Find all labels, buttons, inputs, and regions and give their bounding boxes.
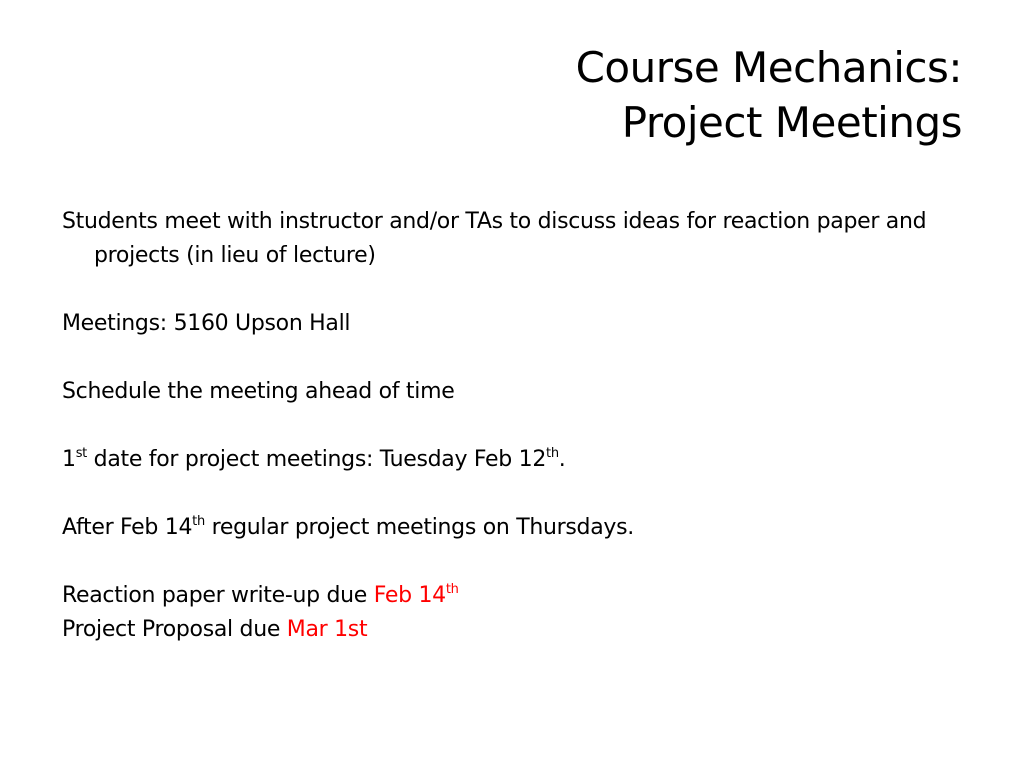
reaction-paper-due-date-suffix: th xyxy=(445,582,459,597)
first-date-number-suffix: st xyxy=(75,446,87,461)
schedule-note: Schedule the meeting ahead of time xyxy=(62,379,455,404)
reaction-paper-due-line xyxy=(62,579,1007,613)
after-date-text: regular project meetings on Thursdays. xyxy=(204,515,634,540)
reaction-paper-due-label: Reaction paper write-up due xyxy=(62,583,374,608)
project-proposal-due-label: Project Proposal due xyxy=(62,617,287,642)
slide-title-line-1: Course Mechanics: xyxy=(575,43,962,92)
first-date-number: 1 xyxy=(62,447,76,472)
slide-title-line-2: Project Meetings xyxy=(621,98,962,147)
slide-title xyxy=(202,40,962,150)
slide-body xyxy=(62,205,1007,647)
project-proposal-due-date: Mar 1st xyxy=(286,617,368,642)
first-date-end: . xyxy=(558,447,566,472)
after-date-line xyxy=(62,511,1007,545)
after-date-suffix: th xyxy=(192,514,205,529)
spacer xyxy=(62,273,1007,307)
first-date-day-suffix: th xyxy=(546,446,559,461)
spacer xyxy=(62,477,1007,511)
after-date-prefix: After Feb 14 xyxy=(62,515,193,540)
first-date-line xyxy=(62,443,1007,477)
reaction-paper-due-date: Feb 14 xyxy=(373,583,446,608)
spacer xyxy=(62,545,1007,579)
intro-paragraph: Students meet with instructor and/or TAs to discuss ideas for reaction paper and projects (in lieu of lecture) xyxy=(62,209,927,268)
first-date-text: date for project meetings: Tuesday Feb 12 xyxy=(86,447,547,472)
meetings-location: Meetings: 5160 Upson Hall xyxy=(62,311,351,336)
spacer xyxy=(62,409,1007,443)
project-proposal-due-line xyxy=(62,613,1007,647)
spacer xyxy=(62,341,1007,375)
